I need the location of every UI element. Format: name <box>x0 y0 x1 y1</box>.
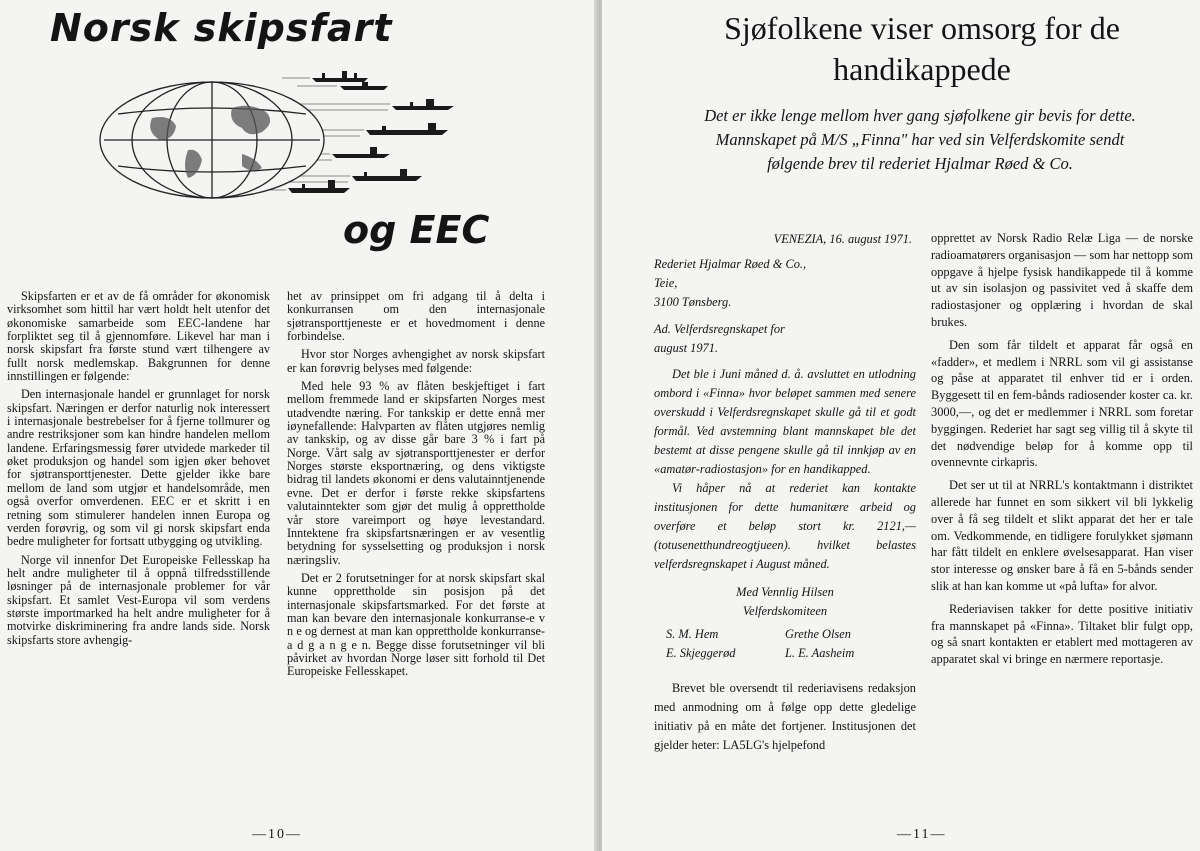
letter-paragraph: Vi håper nå at rederiet kan kontakte institusjonen for dette humanitære arbeid og overføre et beløp stort kr. 2121,— (totusenetthundreogtjueen). hvilket belastes velferdsregnskapet i August måned. <box>654 480 916 571</box>
letter-column <box>654 230 916 755</box>
signature: L. E. Aasheim <box>785 646 855 661</box>
letter-subject <box>654 320 916 358</box>
right-column-2 <box>931 230 1193 668</box>
right-page <box>602 0 1200 851</box>
closing-line: Med Vennlig Hilsen <box>736 585 834 600</box>
paragraph: Brevet ble oversendt til rederiavisens redaksjon med anmodning om å følge opp dette gledelige initiativ på en måte det fortjener. Institusjonen det gjelder heter: LA5LG's hjelpefond <box>654 681 916 752</box>
address-line: Rederiet Hjalmar Røed & Co., <box>654 256 807 271</box>
subject-line: august 1971. <box>654 340 719 355</box>
address-line: 3100 Tønsberg. <box>654 294 732 309</box>
paragraph: Skipsfarten er et av de få områder for økonomisk virksomhet som hittil har vært holdt helt utenfor det økonomiske samarbeide som EEC-landene har forpliktet seg til å gjennomføre. Likevel har man i norsk skipsfart fra første stund vært tilhengere av fullt norsk medlemskap. Bakgrunnen for denne innstillingen er følgende: <box>7 289 270 384</box>
page-number: —11— <box>897 827 947 842</box>
right-headline: Sjøfolkene viser omsorg for de handikappede <box>724 10 1120 87</box>
globe-with-ships-icon <box>92 58 472 208</box>
paragraph: Norge vil innenfor Det Europeiske Fellesskap ha helt andre muligheter til å oppnå tilfredsstillende løsninger på de internasjonale problemer for vår skipsfart. Et samlet Vest-Europa vil som verdens største importmarked ha helt andre muligheter for å motvirke diskriminering fra andre lands side. Norsk skipsfarts store avhengig- <box>7 552 270 647</box>
subject-line: Ad. Velferdsregnskapet for <box>654 321 785 336</box>
paragraph: Det ser ut til at NRRL's kontaktmann i distriktet allerede har funnet en som sikkert vil bli lykkelig over å få seg tildelt et slikt apparat det her er tale om. Vedkommende, en tidligere forulykket sjømann har fått tildelt en enklere øvelsesapparat. Han viser stor interesse og ønsker bare å få en 5-bånds sender slik at han kan komme ut «på lufta» for alvor. <box>931 478 1193 593</box>
subheading: Det er ikke lenge mellom hver gang sjøfolkene gir bevis for dette. Mannskapet på M/S „Finna" har ved sin Velferdskomite sendt følgende brev til rederiet Hjalmar Røed & Co. <box>704 106 1136 173</box>
paragraph: Rederiavisen takker for dette positive initiativ fra mannskapet på «Finna». Tiltaket blir fulgt opp, og så snart kontakten er etablert med mottageren av apparatet skal vi bringe en nærmere reportasje. <box>931 601 1193 667</box>
page-number: —10— <box>252 827 302 842</box>
signature: S. M. Hem <box>666 627 719 642</box>
paragraph: opprettet av Norsk Radio Relæ Liga — de norske radioamatørers organisasjon — som har nettopp som oppgave å hjelpe fysisk handikappede til å komme ut av sin isolasjon og passivitet ved å skaffe dem radiostasjoner og opplæring i hvordan de skal brukes. <box>931 231 1193 329</box>
signature: Grethe Olsen <box>785 627 851 642</box>
paragraph: Hvor stor Norges avhengighet av norsk skipsfart er kan forøvrig belyses med følgende: <box>287 347 545 375</box>
left-column-2 <box>287 290 545 679</box>
letter-address <box>654 255 916 312</box>
eec-headline: og EEC <box>343 208 490 252</box>
paragraph: Med hele 93 % av flåten beskjeftiget i fart mellom fremmede land er skipsfarten Norges mest utadvendte næring. For tankskip er dette ennå mer iøynefallende: Halvparten av flåten utgjøres nemlig av tankskip, og av disse går bare 3 % i fart på Norge. Vårt salg av sjøtransporttjenester er derfor Norges største eksportnæring, og dens viktigste bidrag til landets økonomi er dens valutainntjenende evne. Det er derfor i første rekke skipsfartens valutainntekter som gjør det mulig å opprettholde vår store vareimport og høye levestandard. Inntektene fra skipsfartsnæringen er av vesentlig betydning for sysselsetting og produksjon i norsk næringsliv. <box>287 379 545 567</box>
paragraph: Den internasjonale handel er grunnlaget for norsk skipsfart. Næringen er derfor naturlig nok interessert i internasjonale bestrebelser for å fjerne tollmurer og andre restriksjoner som kan hindre handelen mellom landene. Erfaringsmessig fører utvidede markeder til øket produksjon og handel som igjen øker behovet for sjøtransporttjenester. Dette gjelder ikke bare mellom de land som utgjør et handelsområde, men også overfor omverdenen. EEC er et skritt i en retning som stimulerer handelen innen Europa og verden forøvrig, og som vil gi norsk skipsfart enda bedre muligheter for fortsatt utbygging og utvikling. <box>7 387 270 549</box>
left-page <box>0 0 598 851</box>
paragraph: Den som får tildelt et apparat får også en «fadder», et medlem i NRRL som vil gi assistanse og påse at apparatet til enhver tid er i orden. Byggesett til en fem-bånds radiosender koster ca. kr. 3000,—, og det er medlemmer i NRRL som foretar byggingen. Rederiet har sagt seg villig til å skyte til det nødvendige beløp for å komme opp til ovennevnte cirkapris. <box>931 337 1193 470</box>
left-headline: Norsk skipsfart <box>50 6 393 50</box>
address-line: Teie, <box>654 275 678 290</box>
letter-date: VENEZIA, 16. august 1971. <box>773 232 912 246</box>
signature: E. Skjeggerød <box>666 646 736 661</box>
letter-paragraph: Det ble i Juni måned d. å. avsluttet en utlodning ombord i «Finna» hvor beløpet sammen med senere overskudd i Velferdsregnskapet skulle gå til et godt formål. Ved avstemning blant mannskapet ble det bestemt at disse pengene skulle gå til innkjøp av en «amatør-radiostasjon» for en handikapped. <box>654 367 916 476</box>
paragraph: Det er 2 forutsetninger for at norsk skipsfart skal kunne opprettholde sin posisjon på det internasjonale skipsfartsmarked. For det første at man kan bevare den internasjonale konkurranse-e v n e og dernest at man kan opprettholde konkurranse-a d g a n g e n. Begge disse forutsetninger vil bli påvirket av hvordan Norge løser sitt forhold til Det Europeiske Fellesskapet. <box>287 570 545 679</box>
letter-closing <box>654 583 916 621</box>
letter-signatures <box>654 621 916 663</box>
paragraph: het av prinsippet om fri adgang til å delta i konkurransen om den internasjonale sjøtransporttjeneste er et hovedmoment i denne forbindelse. <box>287 289 545 344</box>
closing-line: Velferdskomiteen <box>742 604 828 619</box>
left-column-1 <box>7 290 270 647</box>
